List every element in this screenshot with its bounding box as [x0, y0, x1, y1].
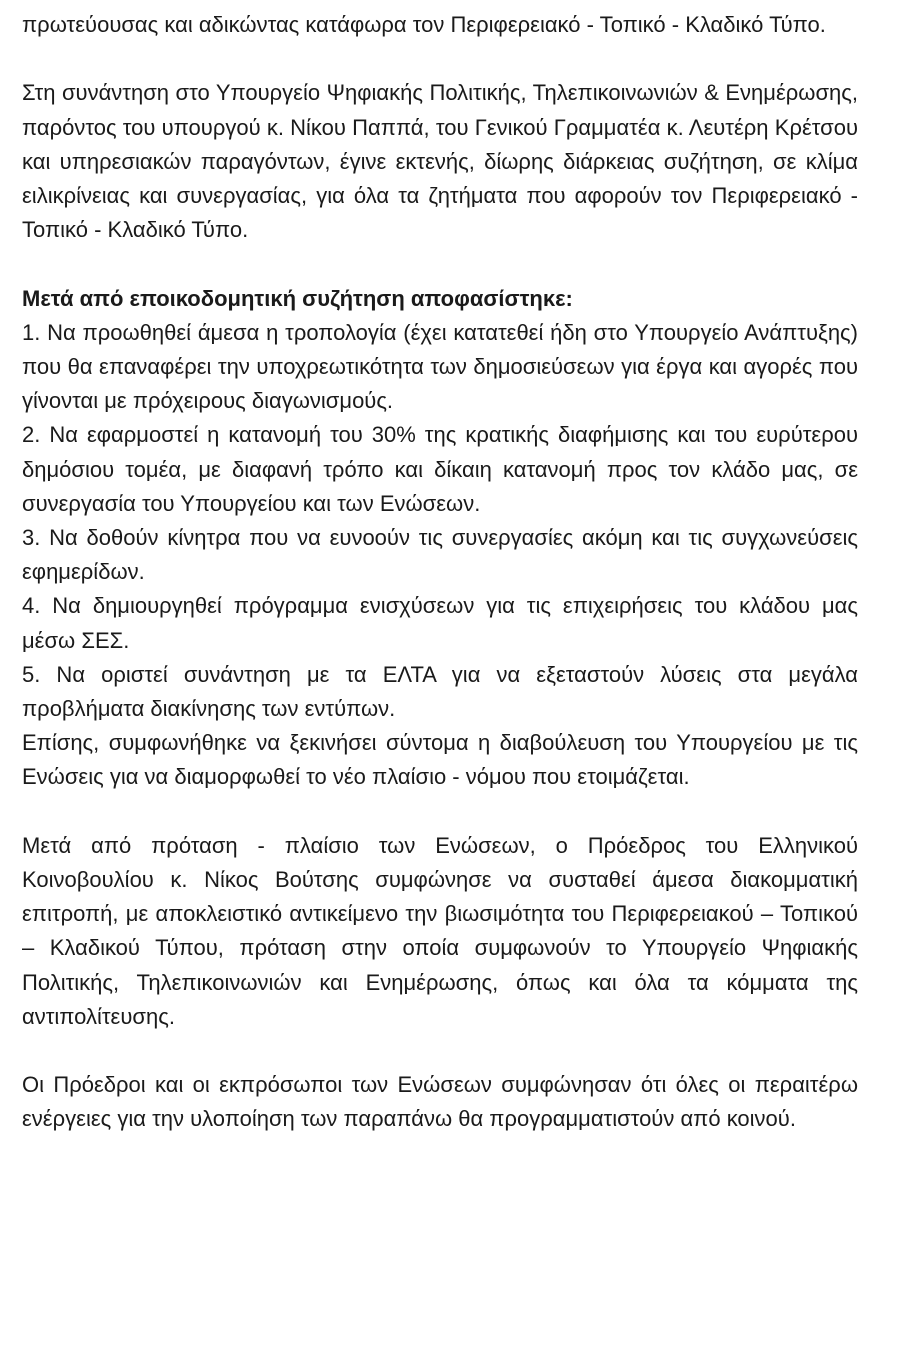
decision-item-3: 3. Να δοθούν κίνητρα που να ευνοούν τις συνεργασίες ακόμη και τις συγχωνεύσεις εφημερίδων. — [22, 525, 858, 585]
consultation-paragraph: Επίσης, συμφωνήθηκε να ξεκινήσει σύντομα η διαβούλευση του Υπουργείου με τις Ενώσεις για να διαμορφωθεί το νέο πλαίσιο - νόμου που ετοιμάζεται. — [22, 730, 858, 790]
decision-item-2: 2. Να εφαρμοστεί η κατανομή του 30% της κρατικής διαφήμισης και του ευρύτερου δημόσιου τομέα, με διαφανή τρόπο και δίκαιη κατανομή προς τον κλάδο μας, σε συνεργασία του Υπουργείου και των Ενώσεων. — [22, 422, 858, 516]
paragraph-spacer — [22, 42, 858, 76]
decision-item-1: 1. Να προωθηθεί άμεσα η τροπολογία (έχει κατατεθεί ήδη στο Υπουργείο Ανάπτυξης) που θα επαναφέρει την υποχρεωτικότητα των δημοσιεύσεων για έργα και αγορές που γίνονται με πρόχειρους διαγωνισμούς. — [22, 319, 858, 414]
paragraph-spacer — [22, 1034, 858, 1068]
committee-paragraph: Μετά από πρόταση - πλαίσιο των Ενώσεων, ο Πρόεδρος του Ελληνικού Κοινοβουλίου κ. Νίκος Βούτσης συμφώνησε να συσταθεί άμεσα διακομματική επιτροπή, με αποκλειστικό αντικείμενο την βιωσιμότητα του Περιφερειακού – Τοπικού – Κλαδικού Τύπου, πρόταση στην οποία συμφωνούν το Υπουργείο Ψηφιακής Πολιτικής, Τηλεπικοινωνιών και Ενημέρωσης, όπως και όλα τα κόμματα της αντιπολίτευσης. — [22, 832, 858, 1029]
meeting-paragraph: Στη συνάντηση στο Υπουργείο Ψηφιακής Πολιτικής, Τηλεπικοινωνιών & Ενημέρωσης, παρόντος του υπουργού κ. Νίκου Παππά, του Γενικού Γραμματέα κ. Λευτέρη Κρέτσου και υπηρεσιακών παραγόντων, έγινε εκτενής, δίωρης διάρκειας συζήτηση, σε κλίμα ειλικρίνειας και συνεργασίας, για όλα τα ζητήματα που αφορούν τον Περιφερειακό - Τοπικό - Κλαδικό Τύπο. — [22, 80, 858, 243]
decision-item-5: 5. Να οριστεί συνάντηση με τα ΕΛΤΑ για να εξεταστούν λύσεις στα μεγάλα προβλήματα διακίνησης των εντύπων. — [22, 661, 858, 722]
closing-paragraph: Οι Πρόεδροι και οι εκπρόσωποι των Ενώσεων συμφώνησαν ότι όλες οι περαιτέρω ενέργειες για την υλοποίηση των παραπάνω θα προγραμματιστούν από κοινού. — [22, 1072, 858, 1132]
decision-item-4: 4. Να δημιουργηθεί πρόγραμμα ενισχύσεων για τις επιχειρήσεις του κλάδου μας μέσω ΣΕΣ. — [22, 593, 858, 653]
paragraph-spacer — [22, 247, 858, 281]
paragraph-spacer — [22, 795, 858, 829]
decisions-heading: Μετά από εποικοδομητική συζήτηση αποφασίστηκε: — [22, 285, 573, 311]
intro-continuation-paragraph: πρωτεύουσας και αδικώντας κατάφωρα τον Περιφερειακό - Τοπικό - Κλαδικό Τύπο. — [22, 12, 826, 37]
